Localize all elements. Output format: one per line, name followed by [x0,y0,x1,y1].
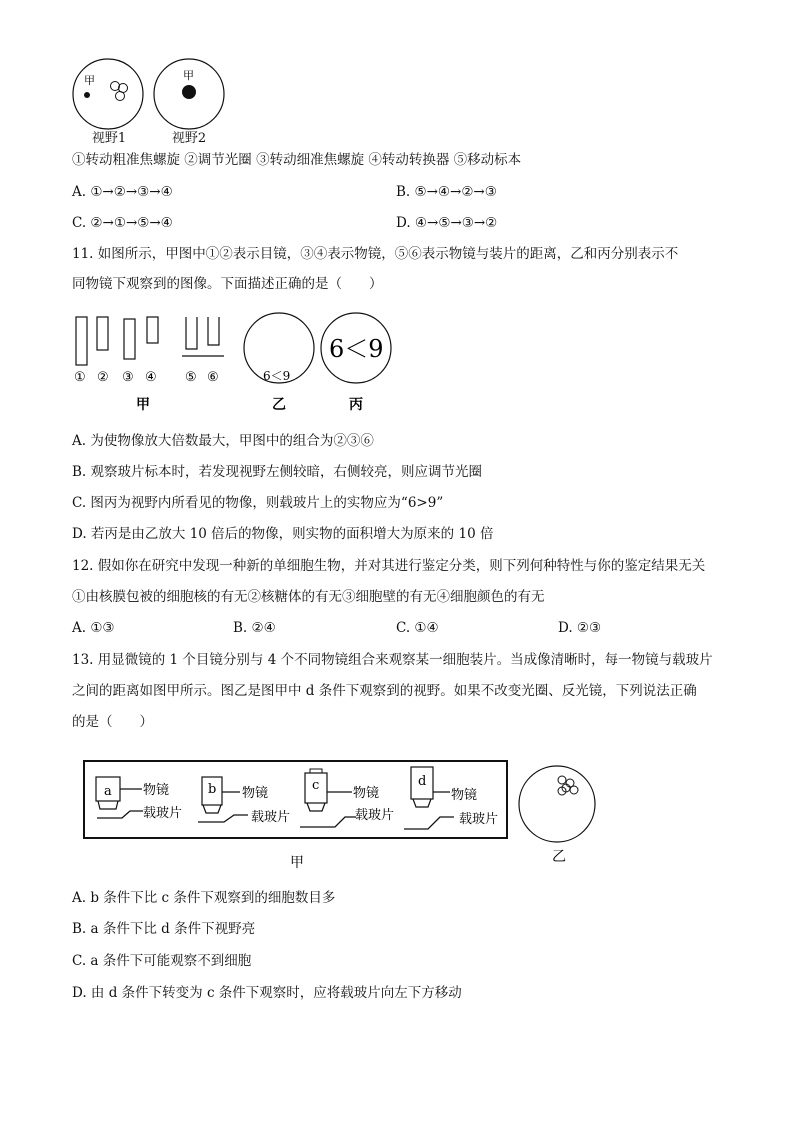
objective-a [96,777,182,821]
label-yi: 乙 [272,397,286,413]
svg-text:b: b [208,782,217,797]
q10-option-d: D. ④→⑤→③→② [396,215,498,231]
q13-option-d: D. 由 d 条件下转变为 c 条件下观察时，应将载玻片向左下方移动 [72,985,462,1001]
q10-option-c: C. ②→①→⑤→④ [72,215,173,231]
q11-lens-figure [0,305,794,415]
q13-option-c: C. a 条件下可能观察不到细胞 [72,953,252,969]
q11-option-c: C. 图丙为视野内所看见的物像，则载玻片上的实物应为“6>9” [72,495,444,511]
q11-stem-line1: 11. 如图所示，甲图中①②表示目镜，③④表示物镜，⑤⑥表示物镜与装片的距离，乙和丙分别表示不 [72,246,679,262]
q13-option-a: A. b 条件下比 c 条件下观察到的细胞数目多 [72,890,336,906]
figure-frame [84,761,507,838]
view2-dot [182,85,196,99]
q11-option-b: B. 观察玻片标本时，若发现视野左侧较暗，右侧较亮，则应调节光圈 [72,464,483,480]
objective-b [198,777,290,825]
figure-label-yi: 乙 [552,849,566,865]
q11-option-d: D. 若丙是由乙放大 10 倍后的物像，则实物的面积增大为原来的 10 倍 [72,526,494,542]
num-1: ① [74,370,86,385]
q12-option-b: B. ②④ [233,620,276,636]
figure-label-jia: 甲 [290,855,304,871]
svg-text:载玻片: 载玻片 [355,808,395,823]
yi-text: 6＜9 [263,369,291,383]
view2-label: 视野2 [171,131,207,146]
cell-cluster [558,776,578,795]
svg-text:物镜: 物镜 [242,786,269,801]
q12-option-c: C. ①④ [396,620,439,636]
svg-text:a: a [104,784,112,799]
q10-option-a: A. ①→②→③→④ [72,184,173,200]
num-6: ⑥ [207,370,219,385]
q13-stem-line3: 的是（ ） [72,714,153,730]
q11-stem-line2: 同物镜下观察到的图像。下面描述正确的是（ ） [72,276,383,292]
objective-d [404,767,498,829]
svg-text:载玻片: 载玻片 [143,806,183,821]
q13-objective-figure [0,755,794,875]
q13-stem-line2: 之间的距离如图甲所示。图乙是图甲中 d 条件下观察到的视野。如果不改变光圈、反光镜，下列说法正确 [72,683,697,699]
view1-jia: 甲 [84,74,95,87]
num-5: ⑤ [185,370,197,385]
objective-c [300,769,394,827]
view1-circle [73,59,143,129]
q10-option-b: B. ⑤→④→②→③ [396,184,497,200]
q12-option-a: A. ①③ [72,620,115,636]
q10-steps: ①转动粗准焦螺旋 ②调节光圈 ③转动细准焦螺旋 ④转动转换器 ⑤移动标本 [72,152,522,168]
label-bing: 丙 [349,397,363,413]
view2-jia: 甲 [183,69,194,82]
q11-option-a: A. 为使物像放大倍数最大，甲图中的组合为②③⑥ [72,433,374,449]
q13-stem-line1: 13. 用显微镜的 1 个目镜分别与 4 个不同物镜组合来观察某一细胞装片。当成像清晰时，每一物镜与载玻片 [72,652,713,668]
q12-stem-line1: 12. 假如你在研究中发现一种新的单细胞生物，并对其进行鉴定分类，则下列何种特性与你的鉴定结果无关 [72,558,706,574]
view1-label: 视野1 [91,131,127,146]
distance-6 [208,317,219,345]
view1-dot [84,92,90,98]
num-4: ④ [145,370,157,385]
bing-text: 6＜9 [329,335,384,363]
q12-stem-line2: ①由核膜包被的细胞核的有无②核糖体的有无③细胞壁的有无④细胞颜色的有无 [72,589,545,605]
eyepiece-1 [76,317,87,365]
svg-text:d: d [418,774,427,789]
svg-text:载玻片: 载玻片 [251,810,291,825]
num-2: ② [97,370,109,385]
label-jia: 甲 [136,397,150,413]
svg-text:物镜: 物镜 [353,786,380,801]
distance-5 [186,317,197,349]
svg-text:c: c [312,778,320,793]
svg-text:物镜: 物镜 [451,788,478,803]
q12-option-d: D. ②③ [558,620,602,636]
view1-cell [116,92,125,101]
q13-option-b: B. a 条件下比 d 条件下视野亮 [72,921,256,937]
svg-text:载玻片: 载玻片 [459,812,499,827]
num-3: ③ [122,370,134,385]
eyepiece-2 [97,317,108,350]
objective-4 [147,317,158,343]
svg-text:物镜: 物镜 [143,783,170,798]
objective-3 [124,319,135,359]
view-yi-circle [519,766,595,842]
